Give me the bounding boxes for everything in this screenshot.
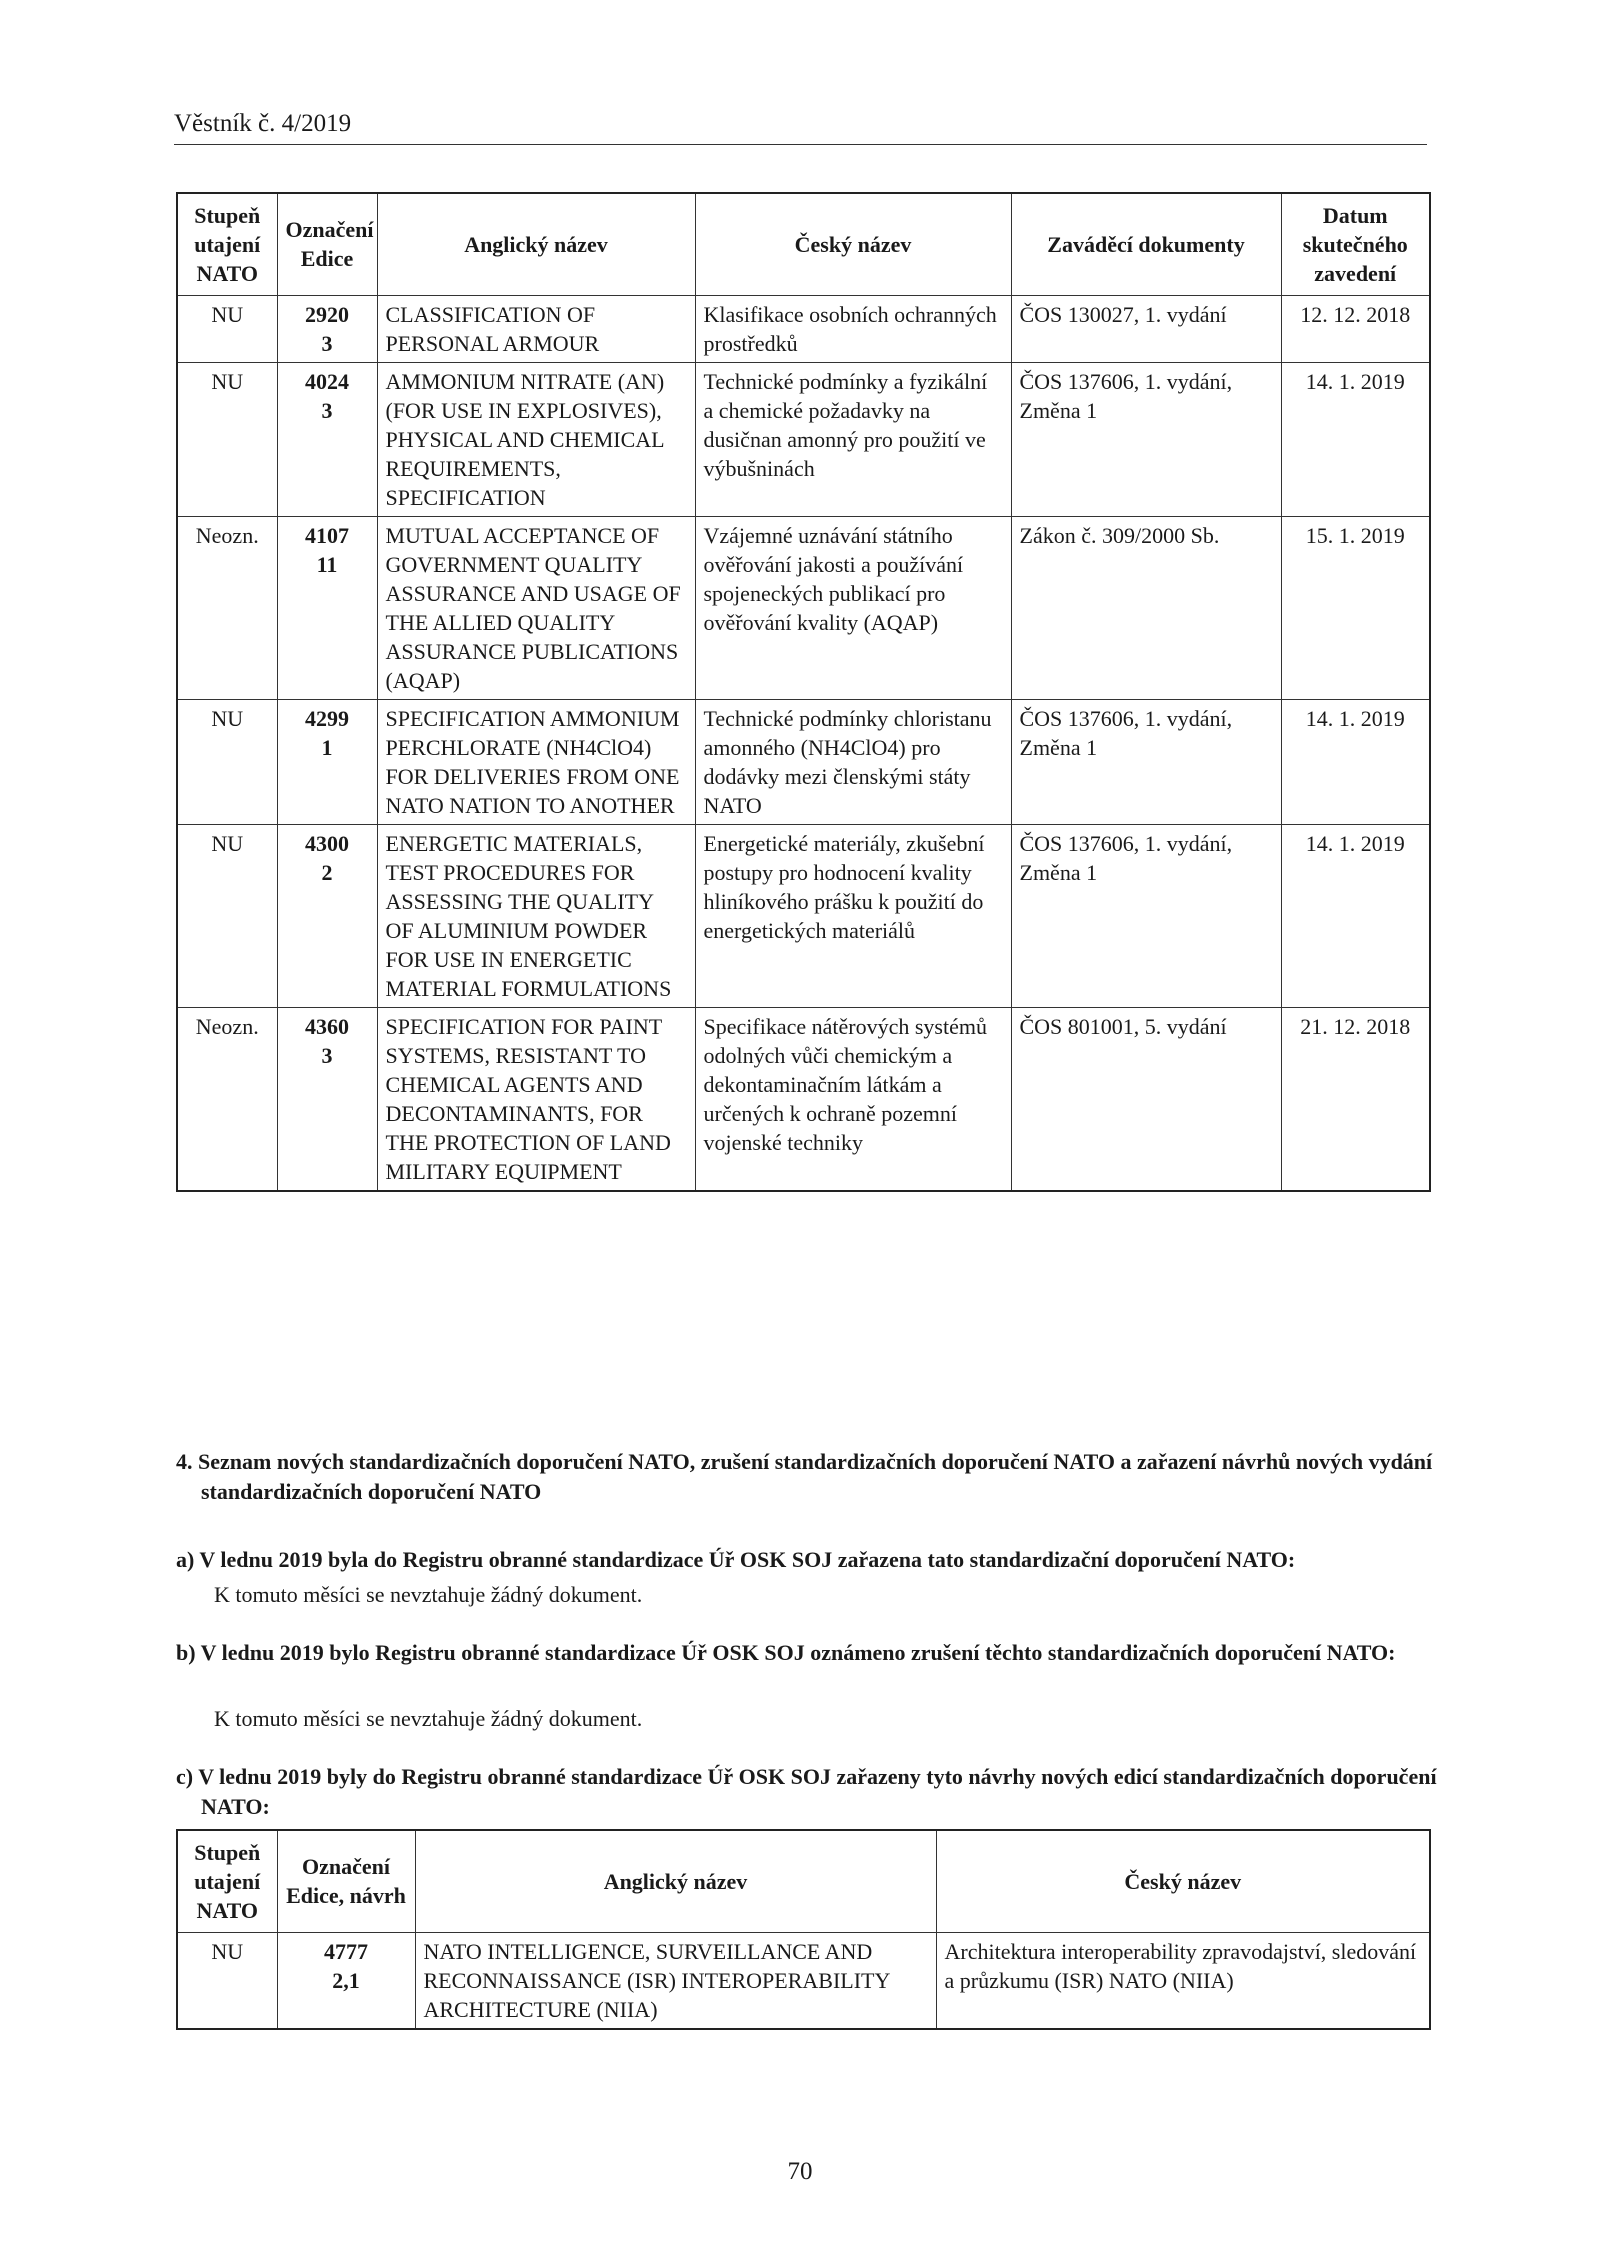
docs-cell: ČOS 130027, 1. vydání: [1011, 295, 1281, 362]
header-czech: Český název: [695, 193, 1011, 295]
header-english: Anglický název: [377, 193, 695, 295]
date-cell: 12. 12. 2018: [1281, 295, 1430, 362]
table-row: [177, 516, 1430, 699]
english-title: NATO INTELLIGENCE, SURVEILLANCE AND RECONNAISSANCE (ISR) INTEROPERABILITY ARCHITECTURE (NIIA): [415, 1932, 936, 2029]
page-number: 70: [787, 2158, 813, 2185]
english-title: MUTUAL ACCEPTANCE OF GOVERNMENT QUALITY ASSURANCE AND USAGE OF THE ALLIED QUALITY ASSURANCE PUBLICATIONS (AQAP): [377, 516, 695, 699]
stanag-number: 4107: [305, 522, 349, 548]
header-rule: [174, 144, 1427, 145]
stanag-number: 4777: [324, 1938, 368, 1964]
section-c-heading: c) V lednu 2019 byly do Registru obranné standardizace Úř OSK SOJ zařazeny tyto návrhy nových edicí standardizačních doporučení NATO:: [176, 1764, 1437, 1819]
edition-cell: [277, 699, 377, 824]
docs-cell: ČOS 137606, 1. vydání, Změna 1: [1011, 699, 1281, 824]
czech-title: Specifikace nátěrových systémů odolných vůči chemickým a dekontaminačním látkám a určených k ochraně pozemní vojenské techniky: [695, 1007, 1011, 1191]
table-row: [177, 295, 1430, 362]
header-date: Datum skutečného zavedení: [1281, 193, 1430, 295]
header-english: Anglický název: [415, 1830, 936, 1932]
edition-number: 2: [321, 859, 333, 885]
level-cell: Neozn.: [177, 1007, 277, 1191]
table-row: [177, 362, 1430, 516]
edition-number: 3: [321, 330, 333, 356]
section-b-text: K tomuto měsíci se nevztahuje žádný dokument.: [214, 1706, 643, 1731]
running-head: Věstník č. 4/2019: [174, 110, 352, 137]
level-cell: NU: [177, 362, 277, 516]
header-edition: Označení Edice, návrh: [277, 1830, 415, 1932]
edition-number: 3: [321, 397, 333, 423]
table-row: [177, 1932, 1430, 2029]
edition-number: 3: [321, 1042, 333, 1068]
czech-title: Klasifikace osobních ochranných prostředků: [695, 295, 1011, 362]
docs-cell: Zákon č. 309/2000 Sb.: [1011, 516, 1281, 699]
level-cell: NU: [177, 1932, 277, 2029]
english-title: SPECIFICATION AMMONIUM PERCHLORATE (NH4ClO4) FOR DELIVERIES FROM ONE NATO NATION TO ANOTHER: [377, 699, 695, 824]
table-header-row: [177, 193, 1430, 295]
edition-number: 11: [316, 551, 338, 577]
date-cell: 14. 1. 2019: [1281, 824, 1430, 1007]
czech-title: Technické podmínky a fyzikální a chemické požadavky na dusičnan amonný pro použití ve výbušninách: [695, 362, 1011, 516]
table-row: [177, 699, 1430, 824]
stanag-number: 4024: [305, 368, 349, 394]
edition-cell: [277, 362, 377, 516]
english-title: AMMONIUM NITRATE (AN) (FOR USE IN EXPLOSIVES), PHYSICAL AND CHEMICAL REQUIREMENTS, SPECIFICATION: [377, 362, 695, 516]
table-row: [177, 1007, 1430, 1191]
header-edition: Označení Edice: [277, 193, 377, 295]
section-a-text: K tomuto měsíci se nevztahuje žádný dokument.: [214, 1582, 643, 1607]
date-cell: 14. 1. 2019: [1281, 699, 1430, 824]
table-row: [177, 824, 1430, 1007]
edition-number: 1: [321, 734, 333, 760]
czech-title: Architektura interoperability zpravodajství, sledování a průzkumu (ISR) NATO (NIIA): [936, 1932, 1430, 2029]
english-title: SPECIFICATION FOR PAINT SYSTEMS, RESISTANT TO CHEMICAL AGENTS AND DECONTAMINANTS, FOR THE PROTECTION OF LAND MILITARY EQUIPMENT: [377, 1007, 695, 1191]
section-a-heading: a) V lednu 2019 byla do Registru obranné standardizace Úř OSK SOJ zařazena tato standardizační doporučení NATO:: [176, 1547, 1296, 1572]
level-cell: NU: [177, 699, 277, 824]
edition-cell: [277, 1932, 415, 2029]
edition-cell: [277, 295, 377, 362]
english-title: ENERGETIC MATERIALS, TEST PROCEDURES FOR ASSESSING THE QUALITY OF ALUMINIUM POWDER FOR USE IN ENERGETIC MATERIAL FORMULATIONS: [377, 824, 695, 1007]
stanag-number: 2920: [305, 301, 349, 327]
stanag-number: 4299: [305, 705, 349, 731]
level-cell: NU: [177, 824, 277, 1007]
standards-table: [176, 192, 1431, 1192]
czech-title: Vzájemné uznávání státního ověřování jakosti a používání spojeneckých publikací pro ověřování kvality (AQAP): [695, 516, 1011, 699]
header-level: Stupeň utajení NATO: [177, 193, 277, 295]
edition-cell: [277, 824, 377, 1007]
header-level: Stupeň utajení NATO: [177, 1830, 277, 1932]
stanag-number: 4360: [305, 1013, 349, 1039]
date-cell: 14. 1. 2019: [1281, 362, 1430, 516]
level-cell: Neozn.: [177, 516, 277, 699]
section-4-heading: 4. Seznam nových standardizačních doporučení NATO, zrušení standardizačních doporučení NATO a zařazení návrhů nových vydání standardizačních doporučení NATO: [176, 1449, 1433, 1504]
english-title: CLASSIFICATION OF PERSONAL ARMOUR: [377, 295, 695, 362]
czech-title: Energetické materiály, zkušební postupy pro hodnocení kvality hliníkového prášku k použití do energetických materiálů: [695, 824, 1011, 1007]
edition-cell: [277, 516, 377, 699]
proposals-table: [176, 1829, 1431, 2030]
docs-cell: ČOS 137606, 1. vydání, Změna 1: [1011, 824, 1281, 1007]
stanag-number: 4300: [305, 830, 349, 856]
table-header-row: [177, 1830, 1430, 1932]
header-docs: Zaváděcí dokumenty: [1011, 193, 1281, 295]
docs-cell: ČOS 801001, 5. vydání: [1011, 1007, 1281, 1191]
header-czech: Český název: [936, 1830, 1430, 1932]
edition-cell: [277, 1007, 377, 1191]
level-cell: NU: [177, 295, 277, 362]
docs-cell: ČOS 137606, 1. vydání, Změna 1: [1011, 362, 1281, 516]
czech-title: Technické podmínky chloristanu amonného (NH4ClO4) pro dodávky mezi členskými státy NATO: [695, 699, 1011, 824]
section-b-heading: b) V lednu 2019 bylo Registru obranné standardizace Úř OSK SOJ oznámeno zrušení těchto standardizačních doporučení NATO:: [176, 1640, 1396, 1665]
edition-number: 2,1: [332, 1967, 360, 1993]
date-cell: 15. 1. 2019: [1281, 516, 1430, 699]
date-cell: 21. 12. 2018: [1281, 1007, 1430, 1191]
